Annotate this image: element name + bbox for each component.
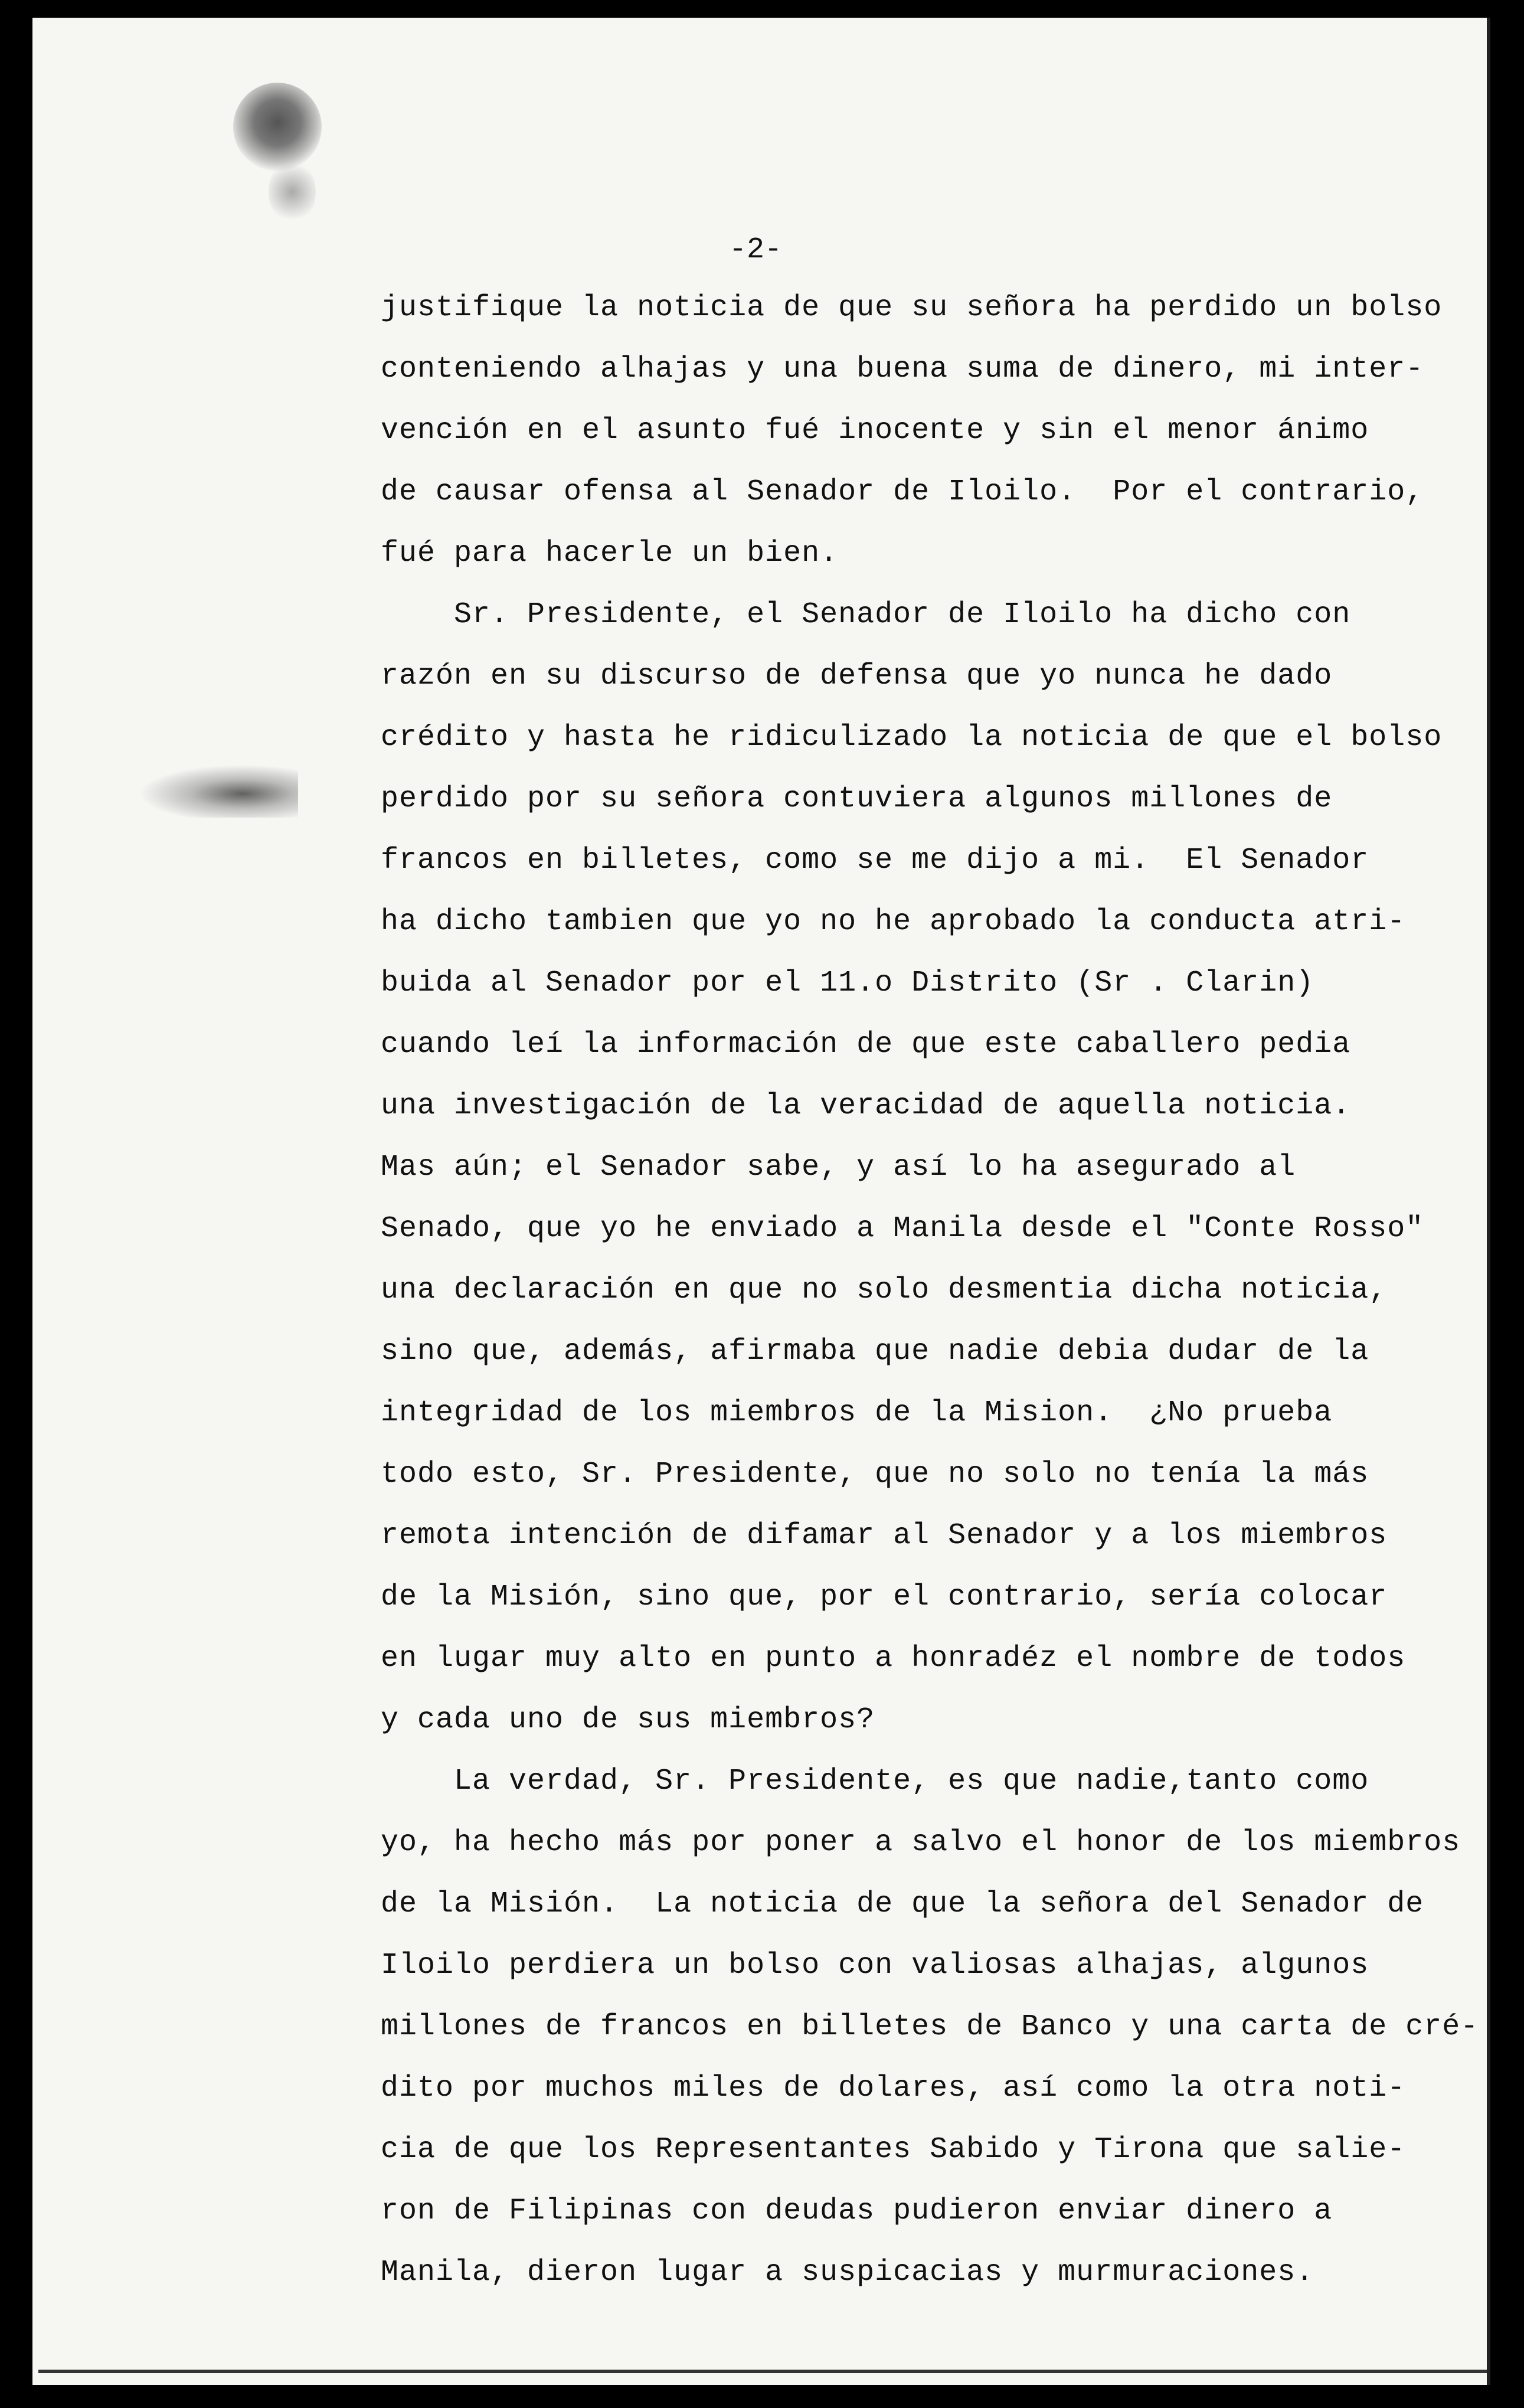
text-line: una investigación de la veracidad de aquella noticia. bbox=[381, 1089, 1351, 1123]
text-line: justifique la noticia de que su señora ha perdido un bolso bbox=[381, 291, 1443, 325]
text-line: cia de que los Representantes Sabido y Tirona que salie- bbox=[381, 2133, 1406, 2167]
text-line: fué para hacerle un bien. bbox=[381, 537, 839, 570]
text-line: remota intención de difamar al Senador y a los miembros bbox=[381, 1519, 1388, 1553]
text-line: yo, ha hecho más por poner a salvo el honor de los miembros bbox=[381, 1826, 1461, 1860]
text-line: cuando leí la información de que este caballero pedia bbox=[381, 1028, 1351, 1061]
ink-blot bbox=[233, 83, 322, 171]
text-line: de la Misión. La noticia de que la señora del Senador de bbox=[381, 1887, 1424, 1921]
text-line: francos en billetes, como se me dijo a mi. El Senador bbox=[381, 844, 1369, 877]
text-line: en lugar muy alto en punto a honradéz el nombre de todos bbox=[381, 1642, 1406, 1675]
text-line: integridad de los miembros de la Mision. ¿No prueba bbox=[381, 1396, 1333, 1430]
text-line: razón en su discurso de defensa que yo nunca he dado bbox=[381, 659, 1333, 693]
text-line: y cada uno de sus miembros? bbox=[381, 1703, 875, 1737]
text-line: vención en el asunto fué inocente y sin el menor ánimo bbox=[381, 414, 1369, 447]
document-page bbox=[32, 18, 1490, 2385]
text-line: Iloilo perdiera un bolso con valiosas alhajas, algunos bbox=[381, 1949, 1369, 1982]
page-number: -2- bbox=[729, 233, 783, 267]
text-line: Mas aún; el Senador sabe, y así lo ha asegurado al bbox=[381, 1151, 1296, 1184]
text-line: La verdad, Sr. Presidente, es que nadie,tanto como bbox=[381, 1765, 1369, 1798]
text-line: todo esto, Sr. Presidente, que no solo no tenía la más bbox=[381, 1458, 1369, 1491]
text-line: una declaración en que no solo desmentia dicha noticia, bbox=[381, 1273, 1388, 1307]
text-line: crédito y hasta he ridiculizado la noticia de que el bolso bbox=[381, 721, 1443, 754]
text-line: sino que, además, afirmaba que nadie debia dudar de la bbox=[381, 1335, 1369, 1368]
text-line: Senado, que yo he enviado a Manila desde el "Conte Rosso" bbox=[381, 1212, 1424, 1246]
text-line: de causar ofensa al Senador de Iloilo. Por el contrario, bbox=[381, 475, 1424, 509]
typed-body-text bbox=[381, 277, 1479, 2304]
text-line: dito por muchos miles de dolares, así como la otra noti- bbox=[381, 2072, 1406, 2105]
ink-smudge bbox=[139, 764, 298, 818]
text-line: buida al Senador por el 11.o Distrito (Sr . Clarin) bbox=[381, 966, 1314, 1000]
text-line: ron de Filipinas con deudas pudieron enviar dinero a bbox=[381, 2194, 1333, 2228]
ink-blot-trail bbox=[269, 159, 316, 224]
text-line: de la Misión, sino que, por el contrario, sería colocar bbox=[381, 1580, 1388, 1614]
text-line: Sr. Presidente, el Senador de Iloilo ha dicho con bbox=[381, 598, 1351, 632]
text-line: conteniendo alhajas y una buena suma de dinero, mi inter- bbox=[381, 352, 1424, 386]
text-line: perdido por su señora contuviera algunos millones de bbox=[381, 782, 1333, 816]
text-line: ha dicho tambien que yo no he aprobado la conducta atri- bbox=[381, 905, 1406, 939]
text-line: millones de francos en billetes de Banco y una carta de cré- bbox=[381, 2010, 1479, 2044]
text-line: Manila, dieron lugar a suspicacias y murmuraciones. bbox=[381, 2256, 1314, 2289]
